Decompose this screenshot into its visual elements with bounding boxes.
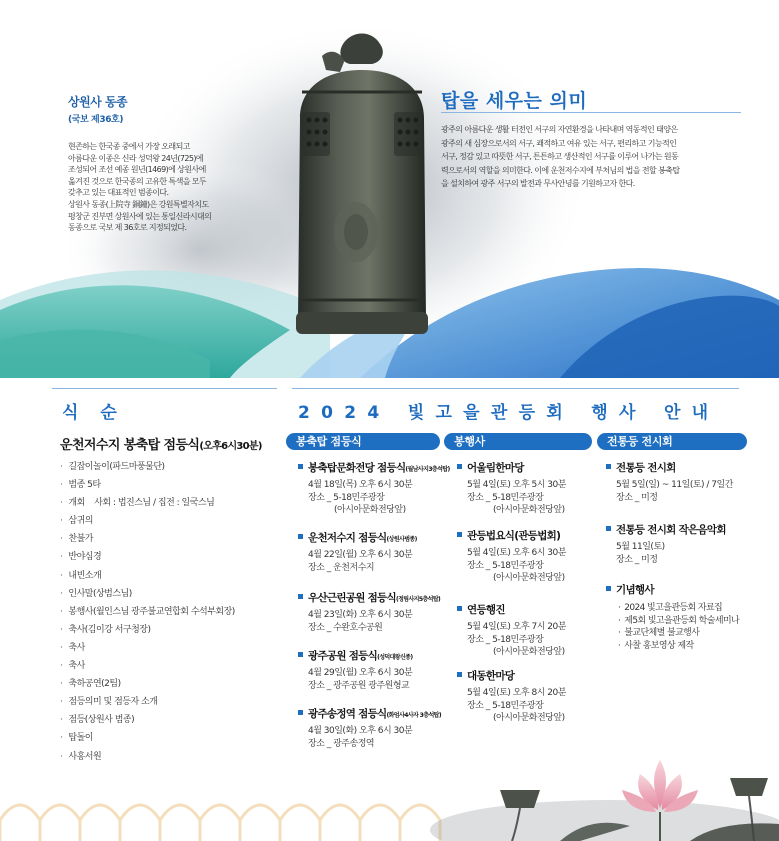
event-note: (화엄사4사자 3층석탑) bbox=[386, 712, 441, 719]
event-place: 장소 _ 수완호수공원 bbox=[308, 622, 383, 633]
meaning-description bbox=[441, 123, 741, 191]
event-place-detail: (아시아문화전당앞) bbox=[493, 647, 565, 657]
list-item: · 축사 bbox=[60, 642, 235, 660]
list-item: · 삼귀의 bbox=[60, 515, 235, 533]
event-place: 장소 _ 5-18민주광장 bbox=[467, 700, 544, 711]
order-divider bbox=[52, 388, 277, 389]
event-name: 봉축탑문화전당 점등식 bbox=[308, 462, 406, 474]
event-place: 장소 _ 미정 bbox=[616, 492, 658, 503]
memorial-list bbox=[618, 602, 739, 652]
event-item bbox=[606, 460, 739, 522]
list-item: · 2024 빛고을관등회 자료집 bbox=[618, 602, 739, 615]
event-place: 장소 _ 5-18민주광장 bbox=[308, 492, 385, 503]
event-date: 4월 18일(목) 오후 6시 30분 bbox=[308, 480, 413, 490]
list-item: · 점등(상원사 범종) bbox=[60, 714, 235, 732]
event-name: 광주송정역 점등식 bbox=[308, 708, 387, 720]
event-date: 5월 11일(토) bbox=[616, 542, 665, 552]
event-name: 광주공원 점등식 bbox=[308, 650, 378, 662]
event-date: 5월 4일(토) 오후 6시 30분 bbox=[467, 548, 566, 558]
event-item bbox=[457, 528, 566, 602]
bell-subtitle: (국보 제36호) bbox=[68, 115, 124, 125]
event-date: 5월 4일(토) 오후 5시 30분 bbox=[467, 480, 566, 490]
event-item bbox=[457, 602, 566, 668]
event-note: (성덕대왕신종) bbox=[377, 654, 413, 661]
event-name: 대동한마당 bbox=[457, 668, 566, 683]
event-place: 장소 _ 광주송정역 bbox=[308, 738, 375, 749]
col2-header: 봉행사 bbox=[444, 433, 592, 450]
event-item bbox=[298, 648, 450, 706]
list-item: · 개회 사회 : 법진스님 / 집전 : 일국스님 bbox=[60, 497, 235, 515]
event-date: 4월 23일(화) 오후 6시 30분 bbox=[308, 610, 413, 620]
event-item bbox=[457, 668, 566, 725]
event-note: (정림사지5층석탑) bbox=[395, 596, 441, 603]
list-item: · 제5회 빛고을관등회 학술세미나 bbox=[618, 615, 739, 628]
col3-events bbox=[606, 460, 739, 652]
bell-desc-line: 현존하는 한국종 중에서 가장 오래되고 bbox=[68, 142, 190, 151]
event-place: 장소 _ 5-18민주광장 bbox=[467, 634, 544, 645]
order-list bbox=[60, 461, 235, 769]
guide-divider bbox=[292, 388, 739, 389]
event-name: 전통등 전시회 bbox=[606, 460, 739, 475]
bell-desc-line: 갖추고 있는 대표적인 범종이다. bbox=[68, 188, 169, 198]
event-name: 관등법요식(관등법회) bbox=[457, 528, 566, 543]
list-item: · 사홍서원 bbox=[60, 751, 235, 769]
event-item bbox=[298, 460, 450, 530]
order-section-title: 식순 bbox=[62, 403, 139, 423]
event-item bbox=[606, 522, 739, 582]
meaning-divider bbox=[441, 112, 741, 113]
ceremony-time: (오후6시30분) bbox=[199, 441, 262, 452]
bell-desc-line: 조성되어 조선 예종 원년(1469)에 상원사에 bbox=[68, 165, 206, 175]
event-place: 장소 _ 운천저수지 bbox=[308, 562, 375, 573]
meaning-desc-line: 광주의 새 심장으로서의 서구, 쾌적하고 여유 있는 서구, 편리하고 기능적인 bbox=[441, 138, 677, 148]
event-date: 5월 4일(토) 오후 8시 20분 bbox=[467, 688, 566, 698]
event-item bbox=[298, 590, 450, 648]
event-place-detail: (아시아문화전당앞) bbox=[493, 573, 565, 583]
event-name: 기념행사 bbox=[606, 582, 739, 597]
event-place-detail: (아시아문화전당앞) bbox=[493, 713, 565, 723]
event-date: 5월 5일(일) ~ 11일(토) / 7일간 bbox=[616, 480, 733, 490]
event-place-detail: (아시아문화전당앞) bbox=[334, 505, 406, 515]
list-item: · 축사 bbox=[60, 660, 235, 678]
event-item bbox=[298, 530, 450, 590]
list-item: · 봉행사(월인스님 광주불교연합회 수석부회장) bbox=[60, 606, 235, 624]
event-name: 운천저수지 점등식 bbox=[308, 532, 387, 544]
col1-header: 봉축탑 점등식 bbox=[286, 433, 440, 450]
meaning-desc-line: 을 설치하여 광주 서구의 발전과 무사안녕를 기원하고자 한다. bbox=[441, 179, 635, 189]
col2-events bbox=[457, 460, 566, 725]
event-name: 우산근린공원 점등식 bbox=[308, 592, 396, 604]
list-item: · 길잡이놀이(파드마풍물단) bbox=[60, 461, 235, 479]
bell-title: 상원사 동종 bbox=[68, 95, 128, 109]
meaning-desc-line: 광주의 아름다운 생활 터전인 서구의 자연환경을 나타내며 역동적인 태양은 bbox=[441, 125, 678, 134]
bell-desc-line: 평창군 진부면 상원사에 있는 통일신라시대의 bbox=[68, 211, 212, 221]
arch-pattern bbox=[0, 805, 440, 841]
meaning-desc-line: 력으로서의 역할을 의미한다. 이에 운천저수지에 부처님의 법을 전할 봉축탑 bbox=[441, 165, 680, 175]
list-item: · 범종 5타 bbox=[60, 479, 235, 497]
ceremony-title: 운천저수지 봉축탑 점등식 bbox=[60, 438, 200, 453]
bell-desc-line: 아름다운 이종은 신라 성덕왕 24년(725)에 bbox=[68, 153, 204, 163]
list-item: · 찬불가 bbox=[60, 533, 235, 551]
event-date: 5월 4일(토) 오후 7시 20분 bbox=[467, 622, 566, 632]
guide-section-title: 2024 빛고을관등회 행사 안내 bbox=[298, 403, 720, 423]
event-item bbox=[606, 582, 739, 652]
event-name: 전통등 전시회 작은음악회 bbox=[606, 522, 739, 537]
list-item: · 인사말(상범스님) bbox=[60, 588, 235, 606]
event-date: 4월 30일(화) 오후 6시 30분 bbox=[308, 726, 413, 736]
list-item: · 사찰 홍보영상 제작 bbox=[618, 640, 739, 653]
meaning-desc-line: 서구, 정감 있고 따뜻한 서구, 튼튼하고 생산적인 서구를 이루어 나가는 원동 bbox=[441, 152, 679, 162]
meaning-title: 탑을 세우는 의미 bbox=[441, 90, 588, 112]
event-date: 4월 22일(월) 오후 6시 30분 bbox=[308, 550, 413, 560]
bell-desc-line: 동종으로 국보 제 36호로 지정되었다. bbox=[68, 223, 187, 233]
list-item: · 축사(김이강 서구청장) bbox=[60, 624, 235, 642]
hero-section bbox=[0, 0, 779, 378]
list-item: · 반야심경 bbox=[60, 551, 235, 569]
event-name: 어울림한마당 bbox=[457, 460, 566, 475]
col3-header: 전통등 전시회 bbox=[597, 433, 747, 450]
ceremony-heading bbox=[60, 434, 262, 453]
list-item: · 내빈소개 bbox=[60, 570, 235, 588]
bell-desc-line: 옮겨진 것으로 한국종의 고유한 특색을 모두 bbox=[68, 176, 207, 186]
event-item bbox=[298, 706, 450, 750]
bell-desc-line: 상원사 동종(上院寺 銅鐘)은 강원특별자치도 bbox=[68, 199, 209, 209]
list-item: · 탑돌이 bbox=[60, 732, 235, 750]
event-place: 장소 _ 5-18민주광장 bbox=[467, 492, 544, 503]
col1-events bbox=[298, 460, 450, 750]
list-item: · 점등의미 및 점등자 소개 bbox=[60, 696, 235, 714]
event-note: (월남사지3층석탑) bbox=[405, 466, 450, 473]
event-place: 장소 _ 미정 bbox=[616, 554, 658, 565]
bottom-decoration bbox=[0, 760, 779, 841]
event-date: 4월 29일(월) 오후 6시 30분 bbox=[308, 668, 413, 678]
bell-caption bbox=[68, 93, 127, 125]
event-place-detail: (아시아문화전당앞) bbox=[493, 505, 565, 515]
list-item: · 불교단체별 불교행사 bbox=[618, 627, 739, 640]
event-note: (상원사범종) bbox=[386, 536, 417, 543]
event-place: 장소 _ 광주공원 광주원형교 bbox=[308, 680, 410, 691]
bell-description bbox=[68, 141, 228, 234]
event-name: 연등행진 bbox=[457, 602, 566, 617]
event-item bbox=[457, 460, 566, 528]
list-item: · 축하공연(2팀) bbox=[60, 678, 235, 696]
event-place: 장소 _ 5-18민주광장 bbox=[467, 560, 544, 571]
